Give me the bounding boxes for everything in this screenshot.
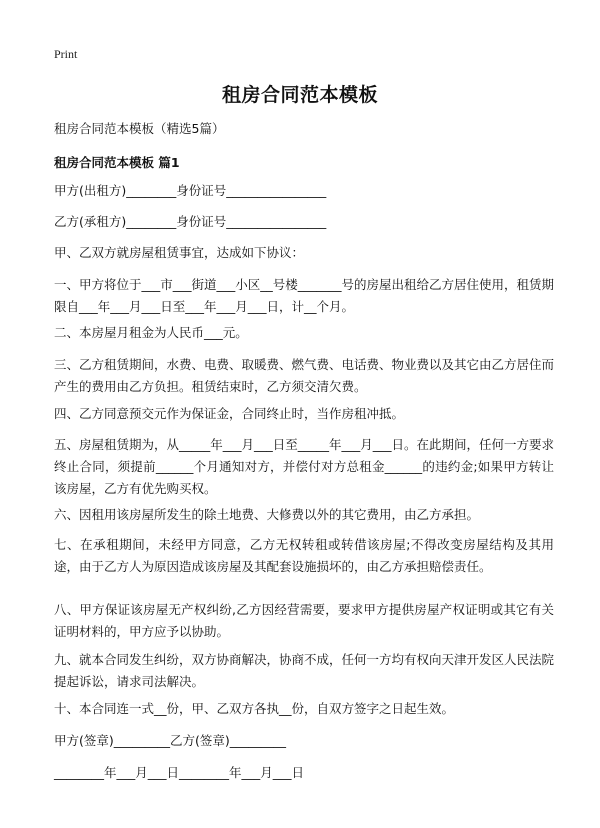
clause-8: 八、甲方保证该房屋无产权纠纷,乙方因经营需要，要求甲方提供房屋产权证明或其它有关证明材料的，甲方应予以协助。	[54, 602, 554, 639]
clause-10: 十、本合同连一式__份，甲、乙双方各执__份，自双方签字之日起生效。	[54, 701, 455, 716]
clause-3: 三、乙方租赁期间，水费、电费、取暖费、燃气费、电话费、物业费以及其它由乙方居住而产生的费用由乙方负担。租赁结束时，乙方须交清欠费。	[54, 357, 555, 394]
date-line: ________年___月___日________年___月___日	[54, 765, 305, 780]
clause-7: 七、在承租期间，未经甲方同意，乙方无权转租或转借该房屋;不得改变房屋结构及其用途，由于乙方人为原因造成该房屋及其配套设施损坏的，由乙方承担赔偿责任。	[54, 537, 554, 574]
party-b-line: 乙方(承租方)________身份证号________________	[54, 214, 327, 229]
clause-2: 二、本房屋月租金为人民币___元。	[54, 325, 248, 340]
party-a-line: 甲方(出租方)________身份证号________________	[54, 183, 327, 198]
print-link[interactable]: Print	[54, 47, 78, 61]
clause-4: 四、乙方同意预交元作为保证金，合同终止时，当作房租冲抵。	[54, 406, 405, 421]
clause-9: 九、就本合同发生纠纷，双方协商解决，协商不成，任何一方均有权向天津开发区人民法院提起诉讼，请求司法解决。	[54, 652, 555, 689]
section-heading: 租房合同范本模板 篇1	[54, 155, 180, 170]
clause-5: 五、房屋租赁期为，从_____年___月___日至_____年___月___日。在此期间，任何一方要求终止合同，须提前______个月通知对方，并偿付对方总租金______的违约金;如果甲方转让该房屋，乙方有优先购买权。	[54, 437, 555, 496]
signature-line: 甲方(签章)_________乙方(签章)_________	[54, 733, 287, 748]
clause-6: 六、因租用该房屋所发生的除土地费、大修费以外的其它费用，由乙方承担。	[54, 507, 480, 522]
document-title: 租房合同范本模板	[221, 84, 378, 106]
clause-1: 一、甲方将位于___市___街道___小区__号楼_______号的房屋出租给乙方居住使用，租赁期限自___年___月___日至___年___月___日，计__个月。	[54, 277, 555, 314]
intro-paragraph: 甲、乙双方就房屋租赁事宜，达成如下协议：	[54, 245, 305, 260]
document-subtitle: 租房合同范本模板（精选5篇）	[54, 121, 225, 136]
